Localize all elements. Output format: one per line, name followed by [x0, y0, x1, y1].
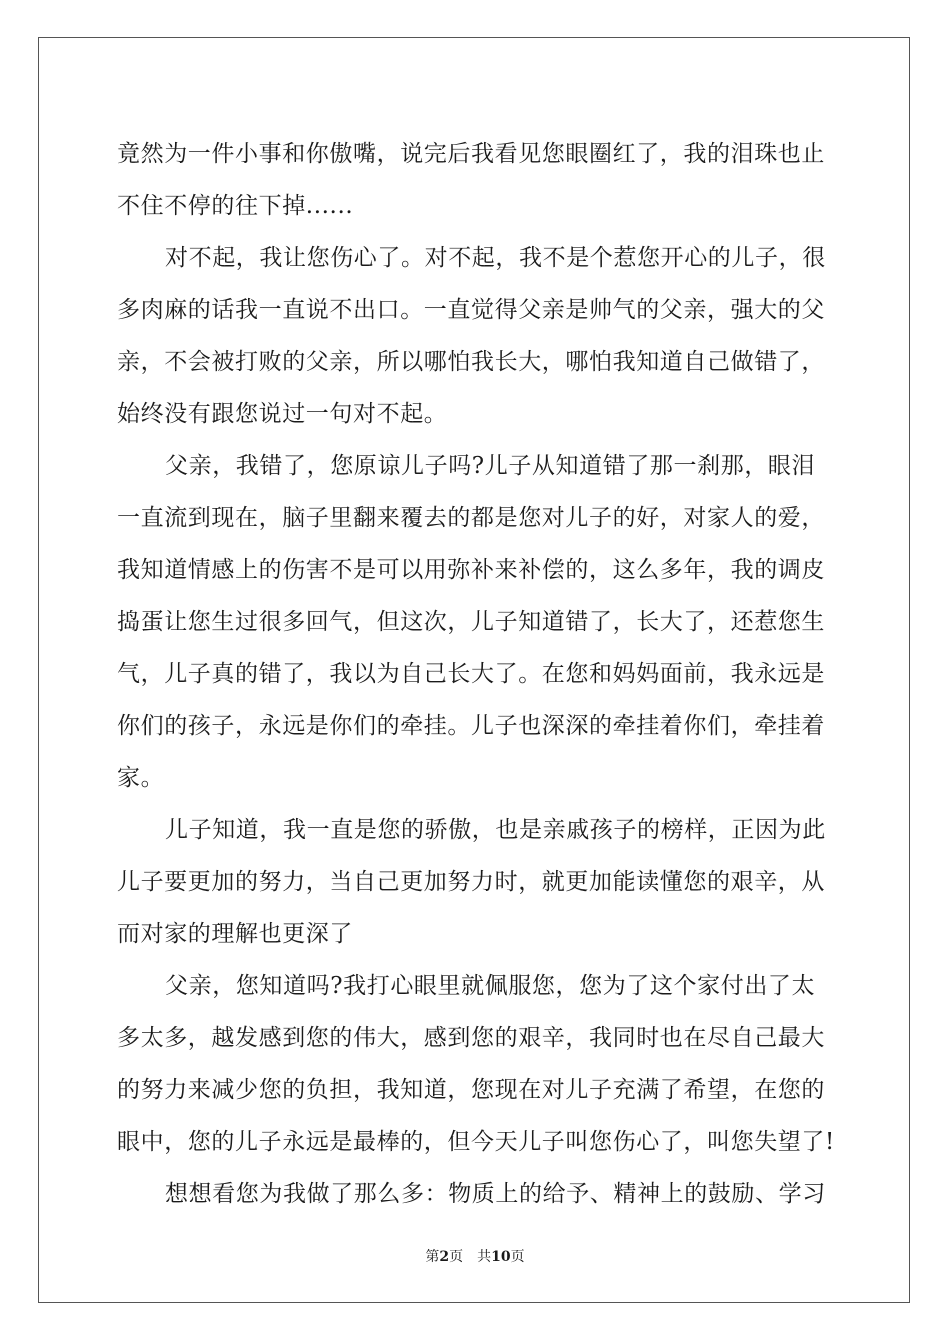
page-total: 10: [491, 1249, 511, 1265]
text-line: 捣蛋让您生过很多回气，但这次，儿子知道错了，长大了，还惹您生: [117, 609, 825, 635]
text-line: 想想看您为我做了那么多：物质上的给予、精神上的鼓励、学习: [165, 1181, 826, 1207]
document-body: [117, 128, 837, 1220]
text-line: 父亲，您知道吗?我打心眼里就佩服您，您为了这个家付出了太: [165, 973, 816, 999]
page-footer: [0, 1247, 950, 1267]
text-line: 始终没有跟您说过一句对不起。: [117, 401, 448, 427]
text-line: 的努力来减少您的负担，我知道，您现在对儿子充满了希望，在您的: [117, 1077, 825, 1103]
text-line: 多肉麻的话我一直说不出口。一直觉得父亲是帅气的父亲，强大的父: [117, 297, 825, 323]
total-prefix: 共: [477, 1249, 492, 1265]
text-line: 父亲，我错了，您原谅儿子吗?儿子从知道错了那一刹那，眼泪: [165, 453, 816, 479]
text-line: 亲，不会被打败的父亲，所以哪怕我长大，哪怕我知道自己做错了，: [117, 349, 825, 375]
text-line: 气，儿子真的错了，我以为自己长大了。在您和妈妈面前，我永远是: [117, 661, 825, 687]
text-line: 而对家的理解也更深了: [117, 921, 353, 947]
page-prefix: 第: [425, 1249, 440, 1265]
page-current: 2: [439, 1249, 450, 1265]
text-line: 多太多，越发感到您的伟大，感到您的艰辛，我同时也在尽自己最大: [117, 1025, 825, 1051]
text-line: 儿子知道，我一直是您的骄傲，也是亲戚孩子的榜样，正因为此: [165, 817, 826, 843]
text-line: 不住不停的往下掉......: [117, 193, 354, 219]
text-line: 儿子要更加的努力，当自己更加努力时，就更加能读懂您的艰辛，从: [117, 869, 825, 895]
text-line: 我知道情感上的伤害不是可以用弥补来补偿的，这么多年，我的调皮: [117, 557, 825, 583]
text-line: 你们的孩子，永远是你们的牵挂。儿子也深深的牵挂着你们，牵挂着: [117, 713, 825, 739]
total-unit: 页: [510, 1249, 525, 1265]
text-line: 对不起，我让您伤心了。对不起，我不是个惹您开心的儿子，很: [165, 245, 826, 271]
text-line: 一直流到现在，脑子里翻来覆去的都是您对儿子的好，对家人的爱，: [117, 505, 825, 531]
page-unit: 页: [449, 1249, 464, 1265]
text-line: 家。: [117, 765, 165, 791]
text-line: 眼中，您的儿子永远是最棒的，但今天儿子叫您伤心了，叫您失望了!: [117, 1129, 835, 1155]
text-line: 竟然为一件小事和你傲嘴，说完后我看见您眼圈红了，我的泪珠也止: [117, 141, 825, 167]
